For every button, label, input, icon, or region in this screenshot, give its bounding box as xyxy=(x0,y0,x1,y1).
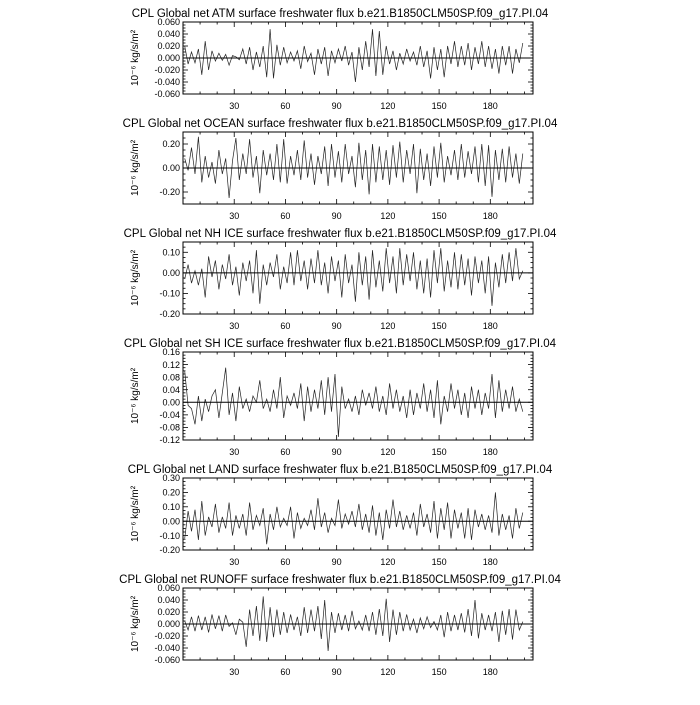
x-tick-label: 180 xyxy=(482,447,498,457)
y-tick-label: -0.04 xyxy=(159,410,180,421)
y-tick-label: 0.00 xyxy=(162,163,180,174)
y-tick-label: -0.020 xyxy=(154,631,180,642)
x-tick-label: 180 xyxy=(482,667,498,677)
panel-5 xyxy=(128,464,553,567)
y-axis-label: 10⁻⁶ kg/s/m² xyxy=(130,249,141,307)
x-tick-label: 150 xyxy=(431,101,447,111)
data-series-line xyxy=(185,492,523,544)
panel-3 xyxy=(124,228,557,331)
x-tick-label: 150 xyxy=(431,557,447,567)
y-tick-label: 0.060 xyxy=(157,17,180,28)
x-tick-label: 180 xyxy=(482,557,498,567)
y-tick-label: 0.04 xyxy=(162,384,180,395)
x-tick-label: 60 xyxy=(280,447,291,457)
x-tick-label: 180 xyxy=(482,321,498,331)
x-tick-label: 150 xyxy=(431,321,447,331)
x-tick-label: 120 xyxy=(380,101,396,111)
y-tick-label: 0.000 xyxy=(157,53,180,64)
x-tick-label: 30 xyxy=(229,557,240,567)
x-tick-label: 120 xyxy=(380,211,396,221)
y-tick-label: 0.040 xyxy=(157,29,180,40)
y-axis-label: 10⁻⁶ kg/s/m² xyxy=(130,139,141,197)
y-tick-label: -0.20 xyxy=(159,545,180,556)
panel-title: CPL Global net LAND surface freshwater flux b.e21.B1850CLM50SP.f09_g17.PI.04 xyxy=(127,464,553,476)
x-tick-label: 30 xyxy=(229,101,240,111)
y-tick-label: -0.12 xyxy=(159,435,180,446)
x-tick-label: 30 xyxy=(229,447,240,457)
y-tick-label: -0.08 xyxy=(159,422,180,433)
x-tick-label: 60 xyxy=(280,557,291,567)
y-tick-label: -0.040 xyxy=(154,643,180,654)
x-tick-label: 90 xyxy=(331,321,342,331)
panel-6 xyxy=(119,574,561,677)
y-tick-label: 0.000 xyxy=(157,619,180,630)
y-tick-label: -0.10 xyxy=(159,530,180,541)
x-tick-label: 150 xyxy=(431,667,447,677)
x-tick-label: 30 xyxy=(229,321,240,331)
y-tick-label: 0.16 xyxy=(162,347,180,358)
y-tick-label: 0.00 xyxy=(162,268,180,279)
x-tick-label: 120 xyxy=(380,321,396,331)
y-tick-label: 0.20 xyxy=(162,139,180,150)
panel-title: CPL Global net OCEAN surface freshwater flux b.e21.B1850CLM50SP.f09_g17.PI.04 xyxy=(122,118,558,130)
x-tick-label: 180 xyxy=(482,101,498,111)
y-tick-label: -0.060 xyxy=(154,89,180,100)
x-tick-label: 60 xyxy=(280,101,291,111)
x-tick-label: 120 xyxy=(380,447,396,457)
y-tick-label: 0.10 xyxy=(162,247,180,258)
y-tick-label: -0.10 xyxy=(159,288,180,299)
y-axis-label: 10⁻⁶ kg/s/m² xyxy=(130,367,141,425)
data-series-line xyxy=(185,137,523,198)
y-axis-label: 10⁻⁶ kg/s/m² xyxy=(130,595,141,653)
x-tick-label: 150 xyxy=(431,211,447,221)
x-tick-label: 90 xyxy=(331,101,342,111)
y-tick-label: 0.10 xyxy=(162,502,180,512)
y-tick-label: -0.20 xyxy=(159,309,180,320)
x-tick-label: 60 xyxy=(280,321,291,331)
y-tick-label: 0.30 xyxy=(162,473,180,484)
panel-title: CPL Global net RUNOFF surface freshwater flux b.e21.B1850CLM50SP.f09_g17.PI.04 xyxy=(119,574,561,586)
panel-4 xyxy=(124,338,557,457)
y-tick-label: 0.08 xyxy=(162,372,180,383)
x-tick-label: 120 xyxy=(380,557,396,567)
y-tick-label: 0.00 xyxy=(162,397,180,408)
y-axis-label: 10⁻⁶ kg/s/m² xyxy=(130,485,141,543)
y-tick-label: -0.060 xyxy=(154,655,180,666)
y-tick-label: 0.020 xyxy=(157,41,180,52)
y-tick-label: 0.12 xyxy=(162,359,180,370)
x-tick-label: 30 xyxy=(229,211,240,221)
panel-1 xyxy=(130,8,549,111)
x-tick-label: 30 xyxy=(229,667,240,677)
plot-frame xyxy=(183,478,533,550)
x-tick-label: 90 xyxy=(331,211,342,221)
x-tick-label: 60 xyxy=(280,211,291,221)
y-tick-label: 0.020 xyxy=(157,607,180,618)
plot-frame xyxy=(183,352,533,440)
panel-title: CPL Global net SH ICE surface freshwater flux b.e21.B1850CLM50SP.f09_g17.PI.04 xyxy=(123,338,557,350)
y-tick-label: 0.060 xyxy=(157,583,180,594)
data-series-line xyxy=(185,29,523,82)
x-tick-label: 180 xyxy=(482,211,498,221)
panel-title: CPL Global net NH ICE surface freshwater flux b.e21.B1850CLM50SP.f09_g17.PI.04 xyxy=(123,228,557,240)
panel-title: CPL Global net ATM surface freshwater flux b.e21.B1850CLM50SP.f09_g17.PI.04 xyxy=(131,8,549,20)
panel-2 xyxy=(123,118,558,221)
y-axis-label: 10⁻⁶ kg/s/m² xyxy=(130,29,141,87)
y-tick-label: 0.00 xyxy=(162,516,180,527)
y-tick-label: 0.20 xyxy=(162,487,180,498)
x-tick-label: 60 xyxy=(280,667,291,677)
y-tick-label: -0.20 xyxy=(159,187,180,198)
x-tick-label: 90 xyxy=(331,557,342,567)
x-tick-label: 90 xyxy=(331,447,342,457)
y-tick-label: -0.040 xyxy=(154,77,180,88)
data-series-line xyxy=(185,248,523,306)
x-tick-label: 150 xyxy=(431,447,447,457)
y-tick-label: -0.020 xyxy=(154,65,180,76)
plot-frame xyxy=(183,242,533,314)
x-tick-label: 120 xyxy=(380,667,396,677)
x-tick-label: 90 xyxy=(331,667,342,677)
y-tick-label: 0.040 xyxy=(157,595,180,606)
